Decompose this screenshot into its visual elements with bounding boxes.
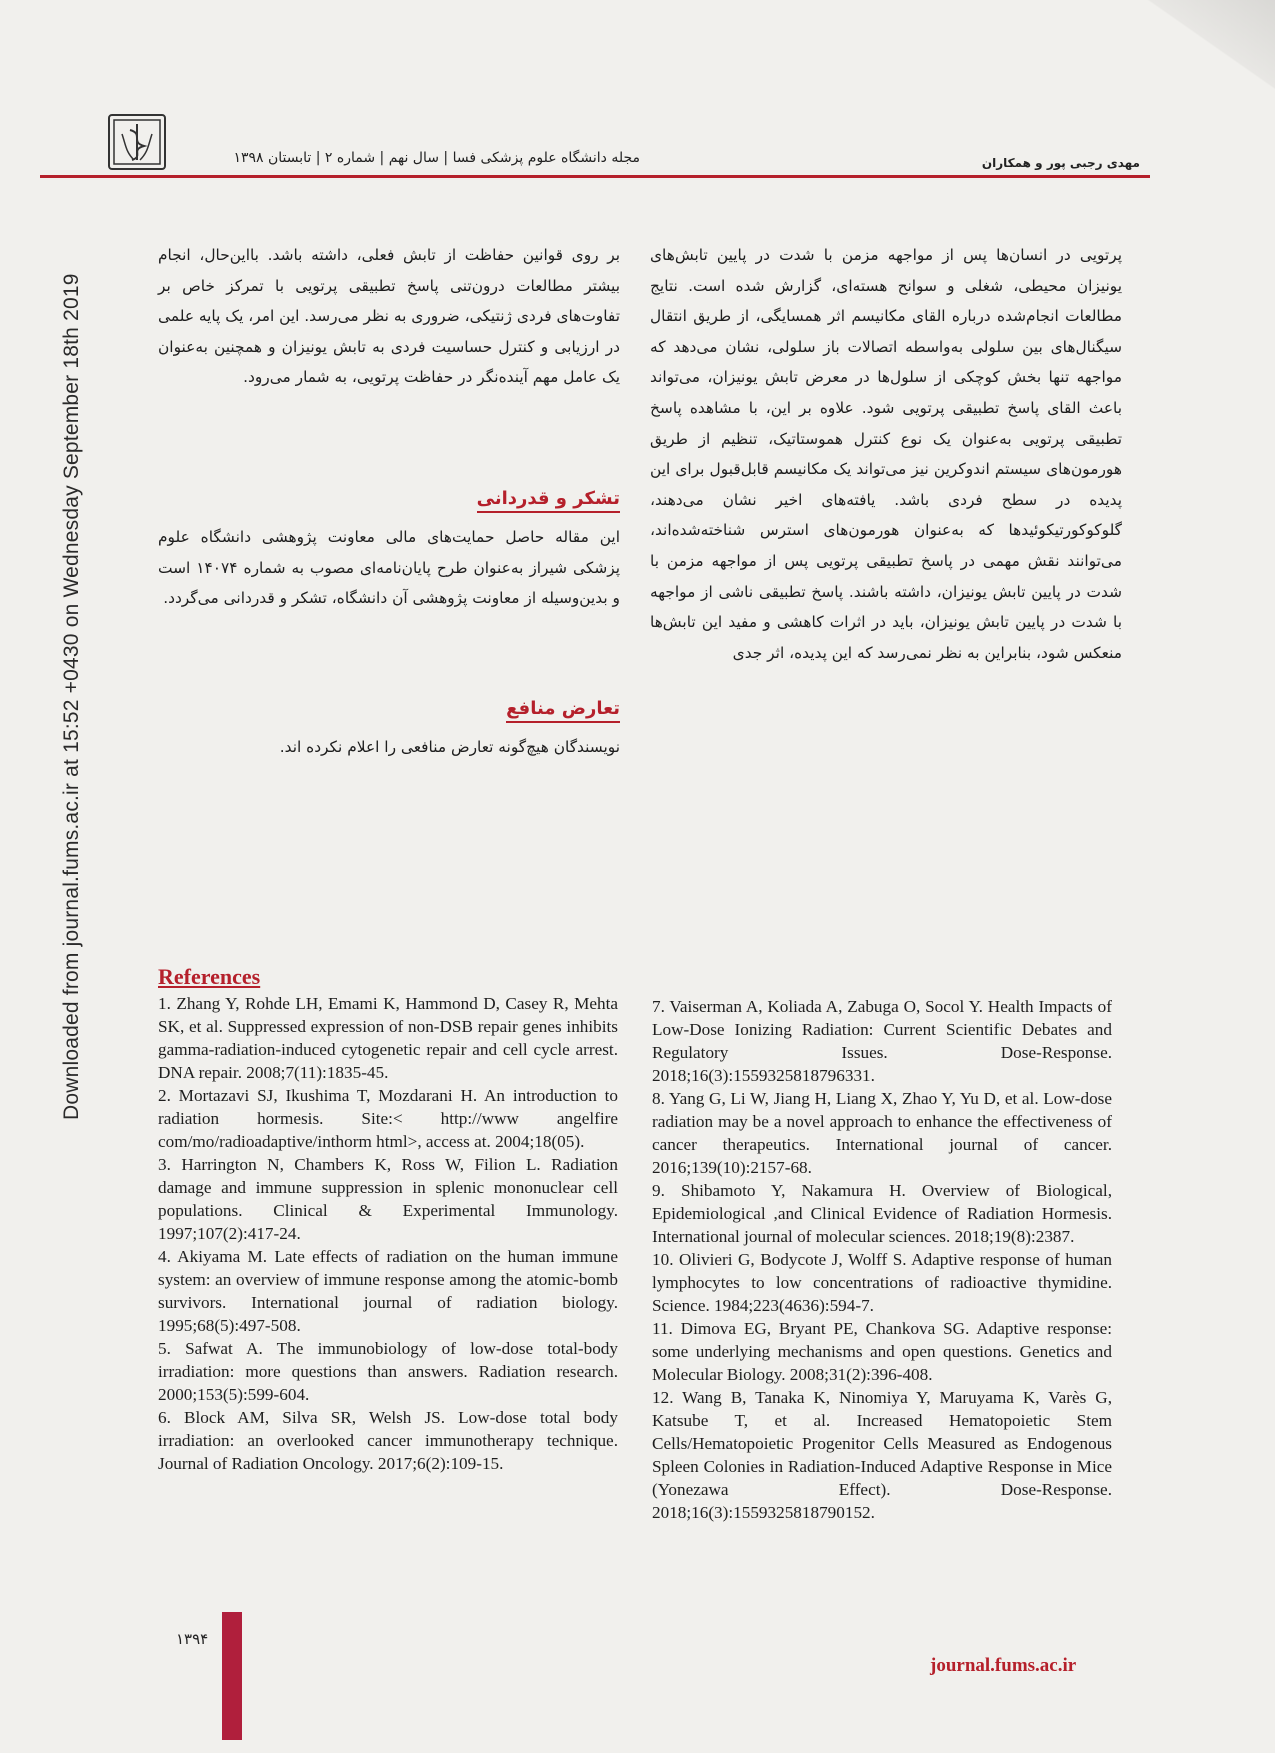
journal-header: مجله دانشگاه علوم پزشکی فسا | سال نهم | شماره ۲ | تابستان ۱۳۹۸ — [233, 150, 640, 166]
body-right-column — [650, 240, 1122, 800]
conflict-text: نویسندگان هیچ‌گونه تعارض منافعی را اعلام نکرده اند. — [279, 738, 620, 756]
acknowledgement-title: تشکر و قدردانی — [477, 488, 620, 513]
journal-logo-icon — [108, 114, 166, 170]
page-number: ۱۳۹۴ — [176, 1630, 209, 1648]
acknowledgement-text: این مقاله حاصل حمایت‌های مالی معاونت پژوهشی دانشگاه علوم پزشکی شیراز به‌عنوان طرح پایان‌نامه‌ای مصوب به شماره ۱۴۰۷۴ است و بدین‌وسیله از معاونت پژوهشی آن دانشگاه، تشکر و قدردانی می‌گردد. — [158, 528, 620, 608]
reference-item: 12. Wang B, Tanaka K, Ninomiya Y, Maruyama K, Varès G, Katsube T, et al. Increased Hematopoietic Stem Cells/Hematopoietic Progenitor Cells Measured as Endogenous Spleen Colonies in Radiation-Induced Adaptive Response in Mice (Yonezawa Effect). Dose-Response. 2018;16(3):1559325818790152. — [652, 1388, 1112, 1522]
header-rule — [40, 175, 1150, 178]
conflict-section — [158, 732, 620, 763]
conflict-title: تعارض منافع — [506, 698, 620, 723]
reference-item: 2. Mortazavi SJ, Ikushima T, Mozdarani H. An introduction to radiation hormesis. Site:< http://www angelfire com/mo/radioadaptive/inthorm html>, access at. 2004;18(05). — [158, 1086, 618, 1151]
reference-item: 1. Zhang Y, Rohde LH, Emami K, Hammond D, Casey R, Mehta SK, et al. Suppressed expression of non-DSB repair genes inhibits gamma-radiation-induced cytogenetic repair and cell cycle arrest. DNA repair. 2008;7(11):1835-45. — [158, 994, 618, 1082]
reference-item: 9. Shibamoto Y, Nakamura H. Overview of Biological, Epidemiological ,and Clinical Evidence of Radiation Hormesis. International journal of molecular sciences. 2018;19(8):2387. — [652, 1181, 1112, 1246]
acknowledgement-section — [158, 522, 620, 614]
download-watermark: Downloaded from journal.fums.ac.ir at 15:52 +0430 on Wednesday September 18th 2019 — [60, 273, 83, 1120]
body-left-column — [158, 240, 620, 450]
page-fold-corner — [1125, 0, 1275, 90]
references-left-column — [158, 992, 618, 1475]
author-header: مهدی رجبی پور و همکاران — [981, 156, 1140, 170]
journal-url: journal.fums.ac.ir — [930, 1655, 1077, 1676]
conflict-heading — [158, 698, 620, 719]
reference-item: 5. Safwat A. The immunobiology of low-dose total-body irradiation: more questions than answers. Radiation research. 2000;153(5):599-604. — [158, 1339, 618, 1404]
page-number-bar — [222, 1612, 242, 1740]
body-paragraph: پرتویی در انسان‌ها پس از مواجهه مزمن با شدت در پایین تابش‌های یونیزان محیطی، شغلی و سوانح هسته‌ای، گزارش شده است. نتایج مطالعات انجام‌شده درباره القای مکانیسم اثر همسایگی، از طریق انتقال سیگنال‌های بین سلولی به‌واسطه اتصالات باز سلولی، نشان می‌دهد که مواجهه تنها بخش کوچکی از سلول‌ها در معرض تابش یونیزان، می‌تواند باعث القای پاسخ تطبیقی پرتویی شود. علاوه بر این، با مشاهده پاسخ تطبیقی پرتویی به‌عنوان یک نوع کنترل هموستاتیک، تنظیم از طریق هورمون‌های سیستم اندوکرین نیز می‌تواند یک مکانیسم قابل‌قبول برای این پدیده در سطح فردی باشد. یافته‌های اخیر نشان می‌دهند، گلوکوکورتیکوئیدها که به‌عنوان هورمون‌های استرس شناخته‌شده‌اند، می‌توانند نقش مهمی در پاسخ تطبیقی پرتویی پس از مواجهه مزمن با شدت در پایین تابش یونیزان، داشته باشند. پاسخ تطبیقی ناشی از مواجهه با شدت در پایین تابش یونیزان، باید در اثرات کاهشی و مفید این تابش‌ها منعکس شود، بنابراین به نظر نمی‌رسد که این پدیده، اثر جدی — [650, 246, 1122, 662]
reference-item: 6. Block AM, Silva SR, Welsh JS. Low-dose total body irradiation: an overlooked cancer immunotherapy technique. Journal of Radiation Oncology. 2017;6(2):109-15. — [158, 1408, 618, 1473]
reference-item: 4. Akiyama M. Late effects of radiation on the human immune system: an overview of immune response among the atomic-bomb survivors. International journal of radiation biology. 1995;68(5):497-508. — [158, 1247, 618, 1335]
acknowledgement-heading — [158, 488, 620, 509]
reference-item: 8. Yang G, Li W, Jiang H, Liang X, Zhao Y, Yu D, et al. Low-dose radiation may be a novel approach to enhance the effectiveness of cancer therapeutics. International journal of cancer. 2016;139(10):2157-68. — [652, 1089, 1112, 1177]
references-right-column — [652, 995, 1112, 1524]
body-paragraph: بر روی قوانین حفاظت از تابش فعلی، داشته باشد. بااین‌حال، انجام بیشتر مطالعات درون‌تنی پاسخ تطبیقی پرتویی با تمرکز خاص بر تفاوت‌های فردی ژنتیکی، ضروری به نظر می‌رسد. این امر، یک پایه علمی در ارزیابی و کنترل حساسیت فردی به تابش یونیزان و همچنین به‌عنوان یک عامل مهم آینده‌نگر در حفاظت پرتویی، به شمار می‌رود. — [158, 246, 620, 387]
reference-item: 7. Vaiserman A, Koliada A, Zabuga O, Socol Y. Health Impacts of Low-Dose Ionizing Radiation: Current Scientific Debates and Regulatory Issues. Dose-Response. 2018;16(3):1559325818796331. — [652, 997, 1112, 1085]
references-title: References — [158, 964, 261, 989]
reference-item: 11. Dimova EG, Bryant PE, Chankova SG. Adaptive response: some underlying mechanisms and open questions. Genetics and Molecular Biology. 2008;31(2):396-408. — [652, 1319, 1112, 1384]
reference-item: 10. Olivieri G, Bodycote J, Wolff S. Adaptive response of human lymphocytes to low concentrations of radioactive thymidine. Science. 1984;223(4636):594-7. — [652, 1250, 1112, 1315]
reference-item: 3. Harrington N, Chambers K, Ross W, Filion L. Radiation damage and immune suppression in splenic mononuclear cell populations. Clinical & Experimental Immunology. 1997;107(2):417-24. — [158, 1155, 618, 1243]
